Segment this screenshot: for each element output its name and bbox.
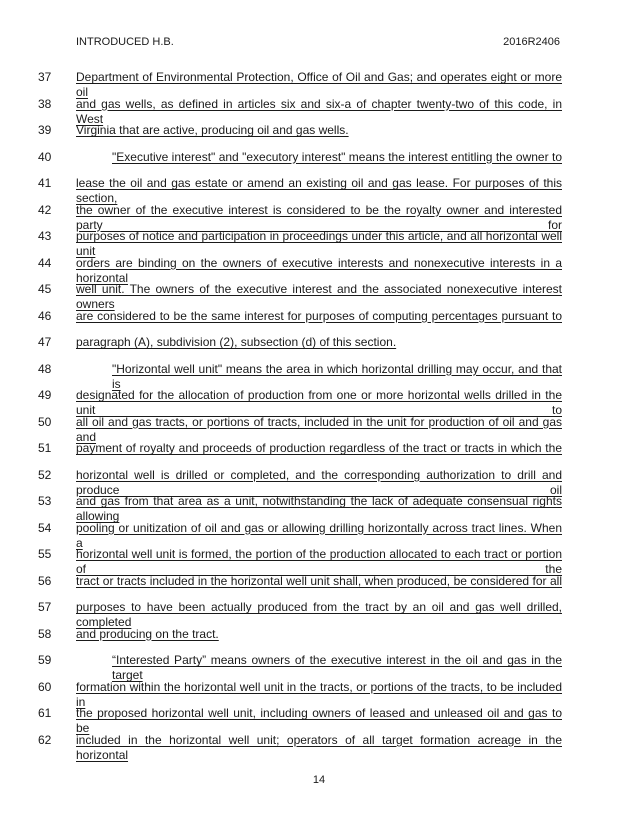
text-line [0,600,638,627]
line-text: included in the horizontal well unit; operators of all target formation acreage in the horizontal [76,732,562,762]
text-line [0,653,638,680]
text-line [0,176,638,203]
line-text: the owner of the executive interest is considered to be the royalty owner and interested party for [76,202,562,232]
line-number: 38 [38,96,52,111]
text-line [0,97,638,124]
text-line [0,123,638,150]
line-text: horizontal well is drilled or completed, and the corresponding authorization to drill and produce oil [76,467,562,497]
bill-text-body [0,70,638,762]
text-line [0,335,638,362]
text-line [0,362,638,389]
line-number: 54 [38,520,52,535]
line-number: 39 [38,123,52,137]
line-text: horizontal well unit is formed, the portion of the production allocated to each tract or portion of the [76,547,562,576]
line-number: 62 [38,732,52,747]
line-number: 49 [38,388,52,402]
line-number: 60 [38,679,52,694]
line-text: pooling or unitization of oil and gas or allowing drilling horizontally across tract lines. When a [76,520,562,550]
line-number: 53 [38,494,52,508]
line-text: and gas from that area as a unit, notwithstanding the lack of adequate consensual rights allowing [76,494,562,523]
line-text: and producing on the tract. [76,626,219,641]
line-text: Department of Environmental Protection, Office of Oil and Gas; and operates eight or more oil [76,70,562,99]
text-line [0,627,638,654]
line-text: all oil and gas tracts, or portions of tracts, included in the unit for production of oil and gas and [76,414,562,444]
text-line [0,468,638,495]
line-number: 61 [38,706,52,720]
line-number: 50 [38,414,52,429]
line-number: 55 [38,547,52,561]
line-text: "Horizontal well unit" means the area in which horizontal drilling may occur, and that is [112,361,562,391]
text-line [0,521,638,548]
bill-header-title: INTRODUCED H.B. [76,36,174,48]
line-text: well unit. The owners of the executive interest and the associated nonexecutive interest owners [76,282,562,311]
text-line [0,733,638,760]
line-text: purposes to have been actually produced from the tract by an oil and gas well drilled, completed [76,600,562,629]
text-line [0,494,638,521]
text-line [0,441,638,468]
line-number: 46 [38,308,52,323]
line-number: 40 [38,149,52,164]
text-line [0,203,638,230]
line-text: Virginia that are active, producing oil and gas wells. [76,123,349,137]
bill-header-code: 2016R2406 [503,36,560,48]
line-text: tract or tracts included in the horizontal well unit shall, when produced, be considered for all [76,573,562,588]
page-number: 14 [312,774,326,786]
line-number: 48 [38,361,52,376]
line-text: are considered to be the same interest for purposes of computing percentages pursuant to [76,308,562,323]
line-number: 59 [38,653,52,667]
line-text: “Interested Party” means owners of the executive interest in the oil and gas in the target [112,653,562,682]
line-text: "Executive interest" and "executory interest" means the interest entitling the owner to [112,149,562,164]
text-line [0,70,638,97]
line-text: formation within the horizontal well unit in the tracts, or portions of the tracts, to be included in [76,679,562,709]
line-number: 44 [38,255,52,270]
line-number: 41 [38,176,52,190]
line-text: payment of royalty and proceeds of production regardless of the tract or tracts in which the [76,441,562,455]
line-number: 51 [38,441,52,455]
text-line [0,388,638,415]
text-line [0,229,638,256]
text-line [0,415,638,442]
line-text: orders are binding on the owners of executive interests and nonexecutive interests in a horizontal [76,255,562,285]
text-line [0,547,638,574]
line-text: designated for the allocation of production from one or more horizontal wells drilled in the unit to [76,388,562,417]
line-text: the proposed horizontal well unit, including owners of leased and unleased oil and gas to be [76,706,562,735]
line-number: 57 [38,600,52,614]
line-number: 52 [38,467,52,482]
text-line [0,680,638,707]
line-text: purposes of notice and participation in proceedings under this article, and all horizontal well unit [76,229,562,258]
line-number: 42 [38,202,52,217]
line-text: and gas wells, as defined in articles six and six-a of chapter twenty-two of this code, in West [76,96,562,126]
text-line [0,574,638,601]
line-number: 45 [38,282,52,296]
line-number: 43 [38,229,52,243]
line-text: paragraph (A), subdivision (2), subsection (d) of this section. [76,335,397,349]
text-line [0,256,638,283]
line-number: 37 [38,70,52,84]
text-line [0,309,638,336]
text-line [0,150,638,177]
text-line [0,706,638,733]
line-number: 56 [38,573,52,588]
text-line [0,282,638,309]
line-number: 58 [38,626,52,641]
line-text: lease the oil and gas estate or amend an existing oil and gas lease. For purposes of this section, [76,176,562,205]
line-number: 47 [38,335,52,349]
